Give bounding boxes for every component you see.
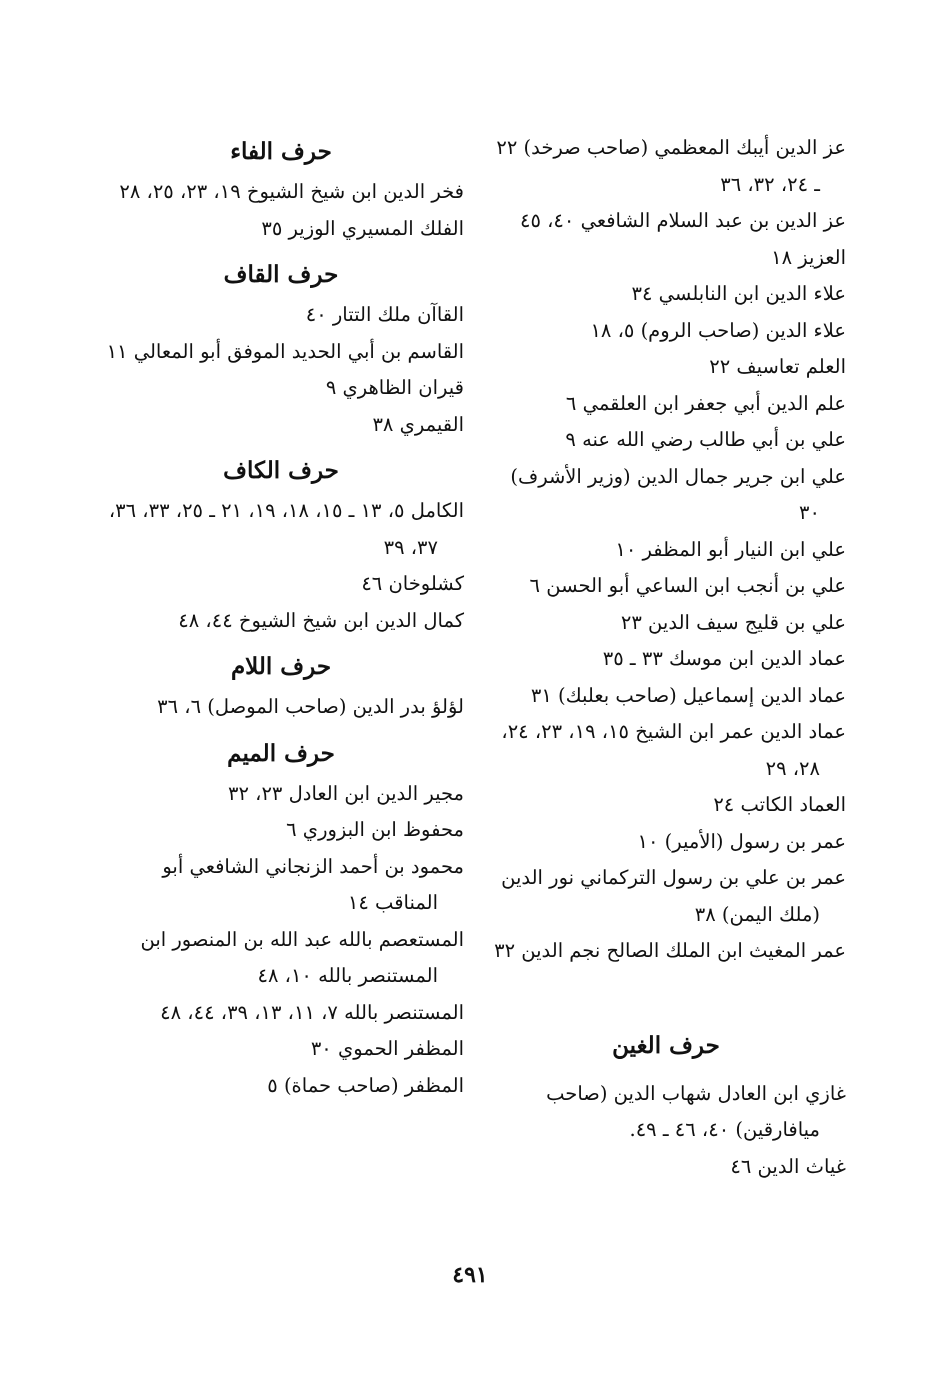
index-entry: لؤلؤ بدر الدين (صاحب الموصل) ٦، ٣٦ — [157, 695, 464, 718]
index-entry: القاآن ملك التتار ٤٠ — [305, 303, 464, 326]
index-entry: القيمري ٣٨ — [372, 412, 464, 436]
index-entry: عز الدين أيبك المعظمي (صاحب صرخد) ٢٢ ـ ٢٤، ٣٢، ٣٦ — [496, 136, 846, 196]
section-heading-lam: حرف اللام — [230, 653, 332, 680]
index-entry: علي بن أبي طالب رضي الله عنه ٩ — [565, 428, 846, 451]
index-entry: عماد الدين عمر ابن الشيخ ١٥، ١٩، ٢٣، ٢٤، ٢٨، ٢٩ — [501, 720, 846, 780]
section-ghain — [486, 1076, 846, 1186]
index-entry: الكامل ٥، ١٣ ـ ١٥، ١٨، ١٩، ٢١ ـ ٢٥، ٣٣، ٣٦، ٣٧، ٣٩ — [108, 499, 464, 559]
right-column — [486, 130, 846, 1185]
index-entry: غياث الدين ٤٦ — [730, 1154, 846, 1178]
index-entry: علاء الدين (صاحب الروم) ٥، ١٨ — [590, 318, 846, 342]
index-entry: المظفر (صاحب حماة) ٥ — [267, 1073, 464, 1097]
index-entry: غازي ابن العادل شهاب الدين (صاحب ميافارقين) ٤٠، ٤٦ ـ ٤٩. — [546, 1081, 846, 1141]
index-entry: محمود بن أحمد الزنجاني الشافعي أبو المناقب ١٤ — [162, 854, 464, 914]
index-entry: علاء الدين ابن النابلسي ٣٤ — [631, 282, 846, 305]
section-heading-fa: حرف الفاء — [230, 138, 332, 165]
index-entry: محفوظ ابن البزوري ٦ — [286, 818, 464, 841]
section-heading-ghain: حرف الغين — [612, 1031, 720, 1059]
index-entry: علي بن قليج سيف الدين ٢٣ — [620, 610, 846, 634]
index-entry: كشلوخان ٤٦ — [361, 572, 464, 595]
index-entry: عز الدين بن عبد السلام الشافعي ٤٠، ٤٥ — [519, 209, 846, 232]
index-entry: عماد الدين إسماعيل (صاحب بعلبك) ٣١ — [530, 683, 846, 707]
index-entry: علم الدين أبي جعفر ابن العلقمي ٦ — [565, 391, 846, 415]
index-entry: فخر الدين ابن شيخ الشيوخ ١٩، ٢٣، ٢٥، ٢٨ — [119, 180, 464, 203]
index-entry: عمر بن علي بن رسول التركماني نور الدين (ملك اليمن) ٣٨ — [501, 866, 846, 926]
section-heading-mim: حرف الميم — [227, 739, 335, 767]
index-entry: قيران الظاهري ٩ — [325, 376, 464, 399]
index-entry: المظفر الحموي ٣٠ — [310, 1037, 464, 1060]
left-column — [98, 130, 464, 1104]
index-entry: عماد الدين ابن موسك ٣٣ ـ ٣٥ — [602, 647, 846, 670]
section-ain — [486, 130, 846, 970]
index-entry: العلم تعاسيف ٢٢ — [709, 355, 846, 378]
index-entry: عمر بن رسول (الأمير) ١٠ — [637, 829, 846, 853]
index-entry: العماد الكاتب ٢٤ — [713, 793, 846, 816]
index-entry: المستنصر بالله ٧، ١١، ١٣، ٣٩، ٤٤، ٤٨ — [160, 1000, 464, 1024]
index-entry: علي بن أنجب ابن الساعي أبو الحسن ٦ — [529, 574, 846, 597]
index-entry: علي ابن النيار أبو المظفر ١٠ — [615, 537, 846, 561]
index-entry: علي ابن جرير جمال الدين (وزير الأشرف) ٣٠ — [510, 464, 846, 524]
index-entry: مجير الدين ابن العادل ٢٣، ٣٢ — [228, 781, 464, 805]
section-heading-qaf: حرف القاف — [223, 261, 339, 288]
page-number: ٤٩١ — [452, 1262, 488, 1288]
index-entry: القاسم بن أبي الحديد الموفق أبو المعالي ١١ — [106, 339, 464, 363]
index-entry: كمال الدين ابن شيخ الشيوخ ٤٤، ٤٨ — [178, 608, 464, 632]
section-heading-kaf: حرف الكاف — [223, 457, 339, 484]
index-entry: عمر المغيث ابن الملك الصالح نجم الدين ٣٢ — [494, 939, 846, 962]
index-entry: المستعصم بالله عبد الله بن المنصور ابن المستنصر بالله ١٠، ٤٨ — [140, 927, 464, 987]
index-entry: العزيز ١٨ — [771, 245, 846, 269]
index-entry: الفلك المسيري الوزير ٣٥ — [261, 216, 464, 240]
